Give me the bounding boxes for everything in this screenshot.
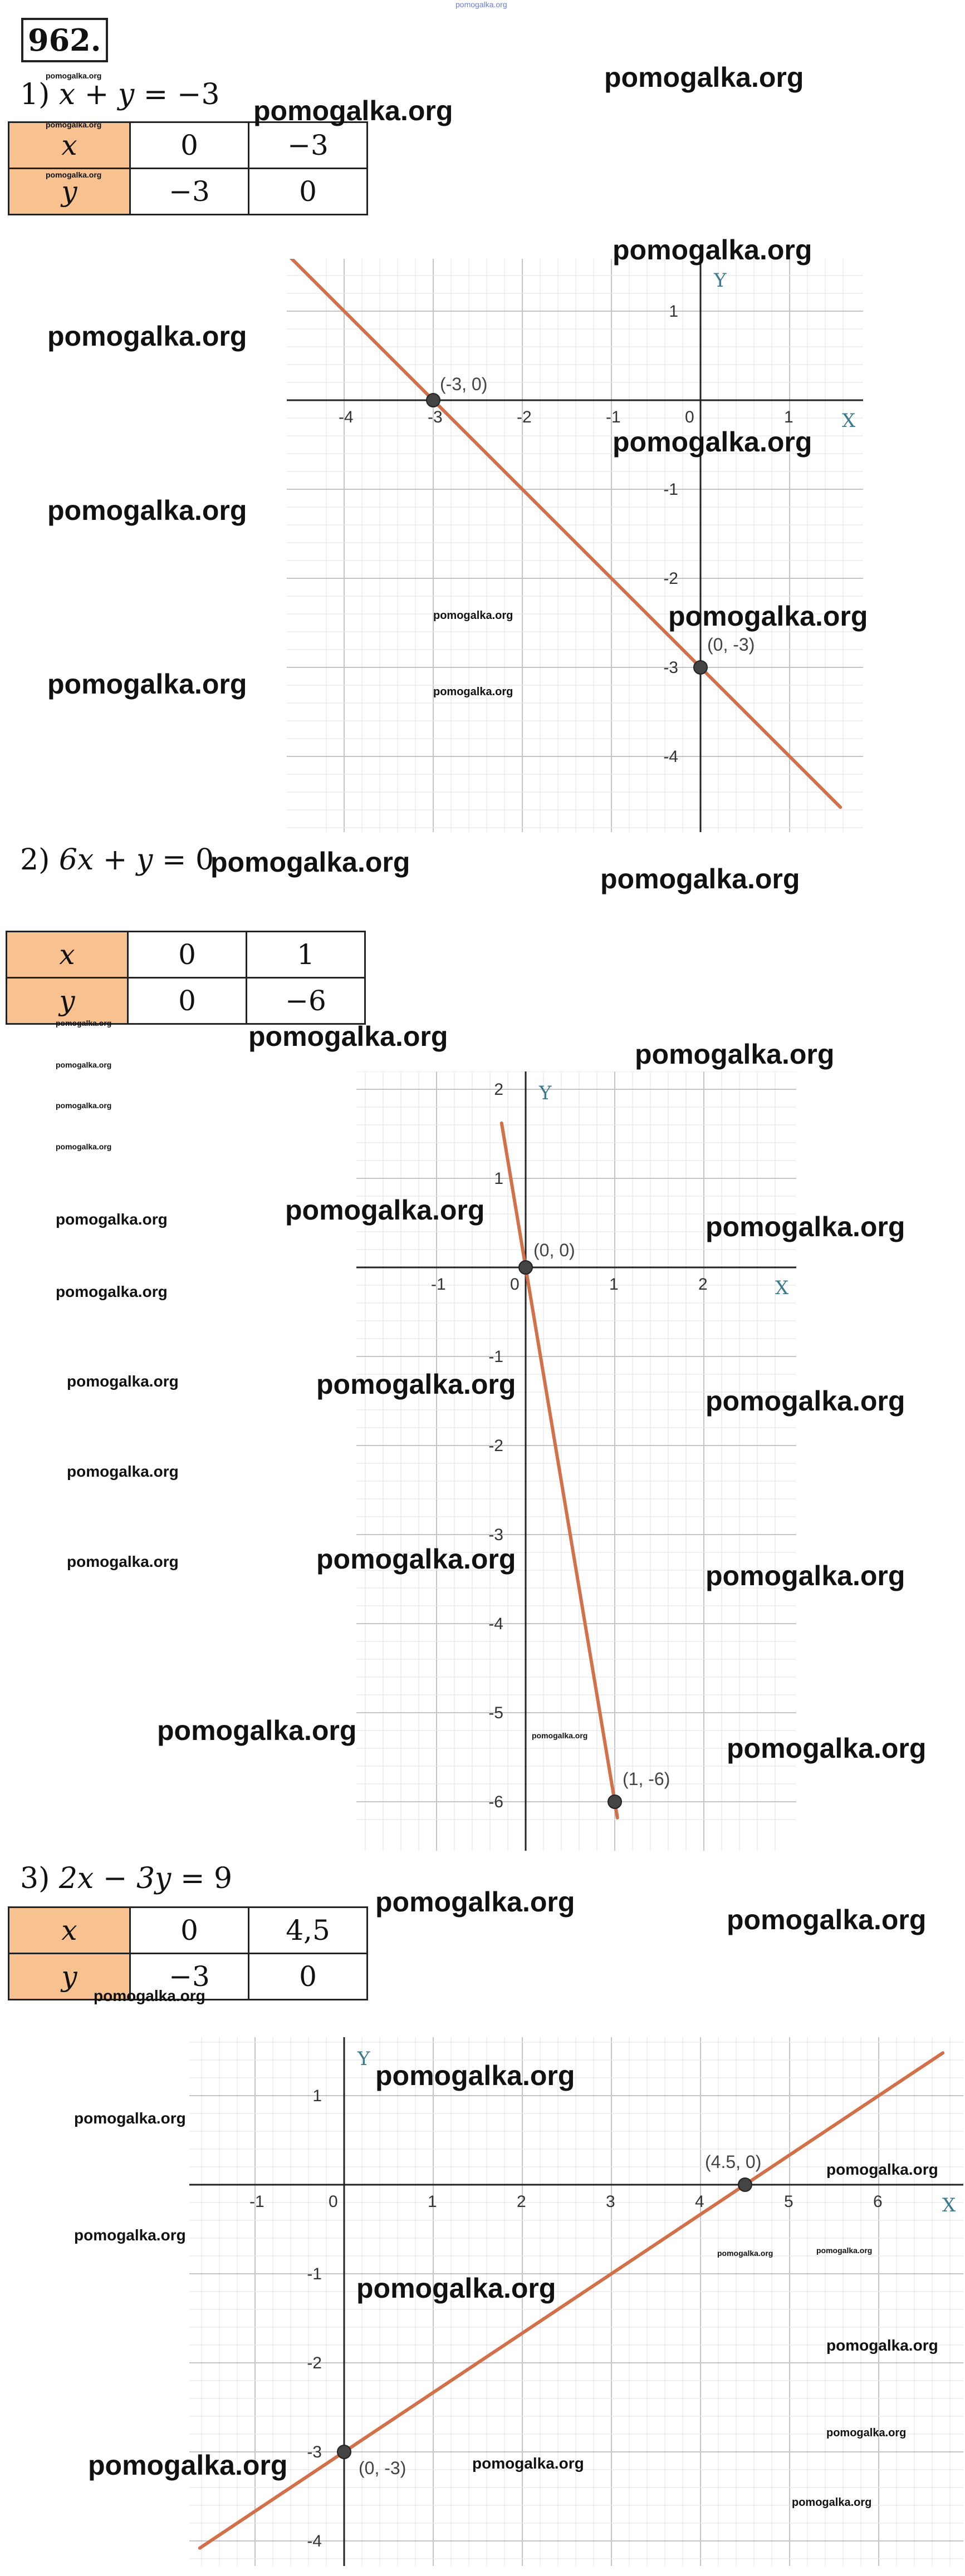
- table-cell: 1: [247, 932, 365, 978]
- equation-2-lhs: 6x + y: [58, 843, 153, 877]
- watermark: pomogalka.org: [727, 1904, 927, 1935]
- equation-1-lhs: x + y: [58, 78, 135, 111]
- watermark: pomogalka.org: [604, 62, 804, 93]
- watermark: pomogalka.org: [706, 1560, 905, 1591]
- value-table-2: [6, 931, 366, 1025]
- table-header-y: y: [9, 169, 130, 215]
- watermark: pomogalka.org: [56, 1019, 112, 1028]
- watermark: pomogalka.org: [67, 1373, 179, 1390]
- x-tick-label: 0: [510, 1275, 520, 1294]
- x-tick-label: 1: [428, 2192, 437, 2211]
- x-tick-label: 1: [784, 408, 793, 426]
- watermark: pomogalka.org: [56, 1211, 168, 1228]
- watermark: pomogalka.org: [668, 601, 868, 632]
- y-tick-label: -1: [488, 1348, 503, 1366]
- table-header-y: y: [9, 1954, 130, 2000]
- x-tick-label: 3: [606, 2192, 615, 2211]
- watermark: pomogalka.org: [375, 1886, 575, 1918]
- x-tick-label: 0: [329, 2192, 338, 2211]
- x-tick-label: -3: [428, 408, 443, 426]
- watermark: pomogalka.org: [46, 170, 102, 179]
- watermark: pomogalka.org: [94, 1987, 205, 2004]
- watermark: pomogalka.org: [285, 1194, 485, 1226]
- watermark: pomogalka.org: [356, 2273, 556, 2304]
- x-tick-label: 5: [784, 2192, 793, 2211]
- watermark: pomogalka.org: [248, 1021, 448, 1052]
- x-tick-label: -1: [249, 2192, 264, 2211]
- point-label: (-3, 0): [440, 374, 488, 394]
- y-tick-label: -2: [307, 2354, 322, 2372]
- point-marker: [519, 1261, 532, 1274]
- value-table-3: [8, 1906, 368, 2000]
- y-tick-label: 1: [669, 302, 678, 321]
- equation-3-label: 3): [20, 1862, 50, 1895]
- x-axis-label: X: [775, 1277, 789, 1299]
- point-label: (0, -3): [707, 635, 755, 655]
- watermark: pomogalka.org: [613, 426, 812, 458]
- y-tick-label: -2: [663, 569, 678, 588]
- watermark: pomogalka.org: [56, 1060, 112, 1069]
- y-tick-label: -4: [488, 1615, 503, 1633]
- equation-2: [20, 843, 214, 877]
- equation-3-lhs: 2x − 3y: [58, 1862, 172, 1895]
- graph-1: [287, 259, 863, 832]
- point-marker: [608, 1795, 621, 1808]
- watermark: pomogalka.org: [56, 1283, 168, 1300]
- table-cell: 0: [128, 978, 247, 1024]
- table-row: [9, 1908, 368, 1954]
- watermark: pomogalka.org: [46, 120, 102, 129]
- watermark: pomogalka.org: [46, 71, 102, 80]
- point-label: (0, 0): [533, 1240, 575, 1260]
- point-marker: [427, 394, 440, 407]
- watermark: pomogalka.org: [67, 1463, 179, 1480]
- watermark: pomogalka.org: [56, 1142, 112, 1151]
- table-header-x: x: [9, 122, 130, 169]
- watermark: pomogalka.org: [826, 2161, 938, 2178]
- watermark: pomogalka.org: [717, 2249, 773, 2258]
- equation-3: [20, 1862, 232, 1895]
- table-cell: 0: [130, 122, 249, 169]
- x-tick-label: 6: [873, 2192, 883, 2211]
- watermark: pomogalka.org: [613, 234, 812, 266]
- watermark: pomogalka.org: [210, 847, 410, 878]
- y-tick-label: -1: [663, 480, 678, 499]
- table-cell: −3: [130, 1954, 249, 2000]
- watermark: pomogalka.org: [157, 1715, 357, 1746]
- watermark: pomogalka.org: [816, 2246, 873, 2255]
- watermark: pomogalka.org: [727, 1733, 927, 1764]
- table-cell: −6: [247, 978, 365, 1024]
- watermark: pomogalka.org: [792, 2496, 872, 2509]
- watermark: pomogalka.org: [635, 1039, 835, 1070]
- watermark: pomogalka.org: [47, 495, 247, 526]
- y-tick-label: -5: [488, 1704, 503, 1722]
- problem-number: 962.: [21, 18, 108, 62]
- watermark: pomogalka.org: [56, 1101, 112, 1110]
- equation-3-rhs: = 9: [180, 1862, 233, 1895]
- x-tick-label: -4: [339, 408, 354, 426]
- x-axis-label: X: [842, 410, 856, 432]
- table-row: [7, 978, 365, 1024]
- y-tick-label: 1: [312, 2087, 322, 2105]
- y-tick-label: -3: [307, 2443, 322, 2461]
- watermark: pomogalka.org: [532, 1731, 588, 1740]
- equation-1-rhs: = −3: [143, 78, 220, 111]
- x-tick-label: 4: [695, 2192, 704, 2211]
- graph-line: [502, 1123, 618, 1818]
- point-marker: [337, 2445, 351, 2459]
- table-header-x: x: [9, 1908, 130, 1954]
- watermark: pomogalka.org: [826, 2427, 907, 2439]
- watermark: pomogalka.org: [472, 2455, 584, 2472]
- y-tick-label: -3: [663, 658, 678, 677]
- watermark: pomogalka.org: [74, 2226, 186, 2244]
- watermark: pomogalka.org: [47, 321, 247, 352]
- point-marker: [694, 661, 707, 674]
- watermark: pomogalka.org: [706, 1385, 905, 1417]
- grid: [287, 259, 863, 832]
- x-tick-label: -1: [606, 408, 621, 426]
- table-cell: 0: [130, 1908, 249, 1954]
- equation-2-label: 2): [20, 843, 50, 877]
- table-header-x: x: [7, 932, 128, 978]
- x-axis-label: X: [942, 2194, 956, 2216]
- watermark: pomogalka.org: [316, 1543, 516, 1575]
- table-cell: −3: [130, 169, 249, 215]
- point-label: (0, -3): [359, 2458, 406, 2478]
- watermark: pomogalka.org: [433, 686, 513, 698]
- point-marker: [738, 2178, 752, 2191]
- y-axis-label: Y: [714, 269, 727, 292]
- watermark: pomogalka.org: [433, 609, 513, 622]
- x-tick-label: 2: [698, 1275, 708, 1294]
- x-tick-label: -1: [431, 1275, 446, 1294]
- x-tick-label: 0: [685, 408, 694, 426]
- value-table-1: [8, 121, 368, 215]
- y-tick-label: -1: [307, 2265, 322, 2283]
- equation-1-label: 1): [20, 78, 50, 111]
- watermark: pomogalka.org: [826, 2337, 938, 2354]
- y-tick-label: 2: [494, 1080, 503, 1099]
- graph-line: [200, 2053, 943, 2548]
- table-row: [7, 932, 365, 978]
- watermark: pomogalka.org: [600, 863, 800, 894]
- graph-3: [189, 2037, 963, 2566]
- watermark: pomogalka.org: [375, 2060, 575, 2091]
- watermark: pomogalka.org: [253, 95, 453, 126]
- y-axis-label: Y: [357, 2048, 370, 2070]
- site-watermark-top: pomogalka.org: [455, 0, 507, 9]
- table-cell: −3: [249, 122, 368, 169]
- x-tick-label: 2: [517, 2192, 526, 2211]
- y-tick-label: -4: [663, 748, 678, 766]
- point-label: (4.5, 0): [705, 2152, 762, 2172]
- watermark: pomogalka.org: [88, 2450, 288, 2481]
- watermark: pomogalka.org: [67, 1553, 179, 1570]
- equation-2-rhs: = 0: [161, 843, 214, 877]
- y-tick-label: 1: [494, 1169, 503, 1188]
- watermark: pomogalka.org: [316, 1369, 516, 1400]
- y-tick-label: -6: [488, 1793, 503, 1811]
- equation-1: [20, 78, 220, 111]
- y-tick-label: -3: [488, 1526, 503, 1544]
- point-label: (1, -6): [623, 1769, 670, 1789]
- graph-line: [287, 259, 840, 807]
- watermark: pomogalka.org: [74, 2110, 186, 2127]
- y-tick-label: -2: [488, 1437, 503, 1455]
- watermark: pomogalka.org: [47, 668, 247, 700]
- table-cell: 0: [249, 169, 368, 215]
- x-tick-label: 1: [609, 1275, 619, 1294]
- y-tick-label: -4: [307, 2532, 322, 2550]
- table-cell: 4,5: [249, 1908, 368, 1954]
- table-cell: 0: [128, 932, 247, 978]
- table-header-y: y: [7, 978, 128, 1024]
- x-tick-label: -2: [517, 408, 532, 426]
- y-axis-label: Y: [539, 1082, 552, 1104]
- watermark: pomogalka.org: [706, 1211, 905, 1242]
- table-cell: 0: [249, 1954, 368, 2000]
